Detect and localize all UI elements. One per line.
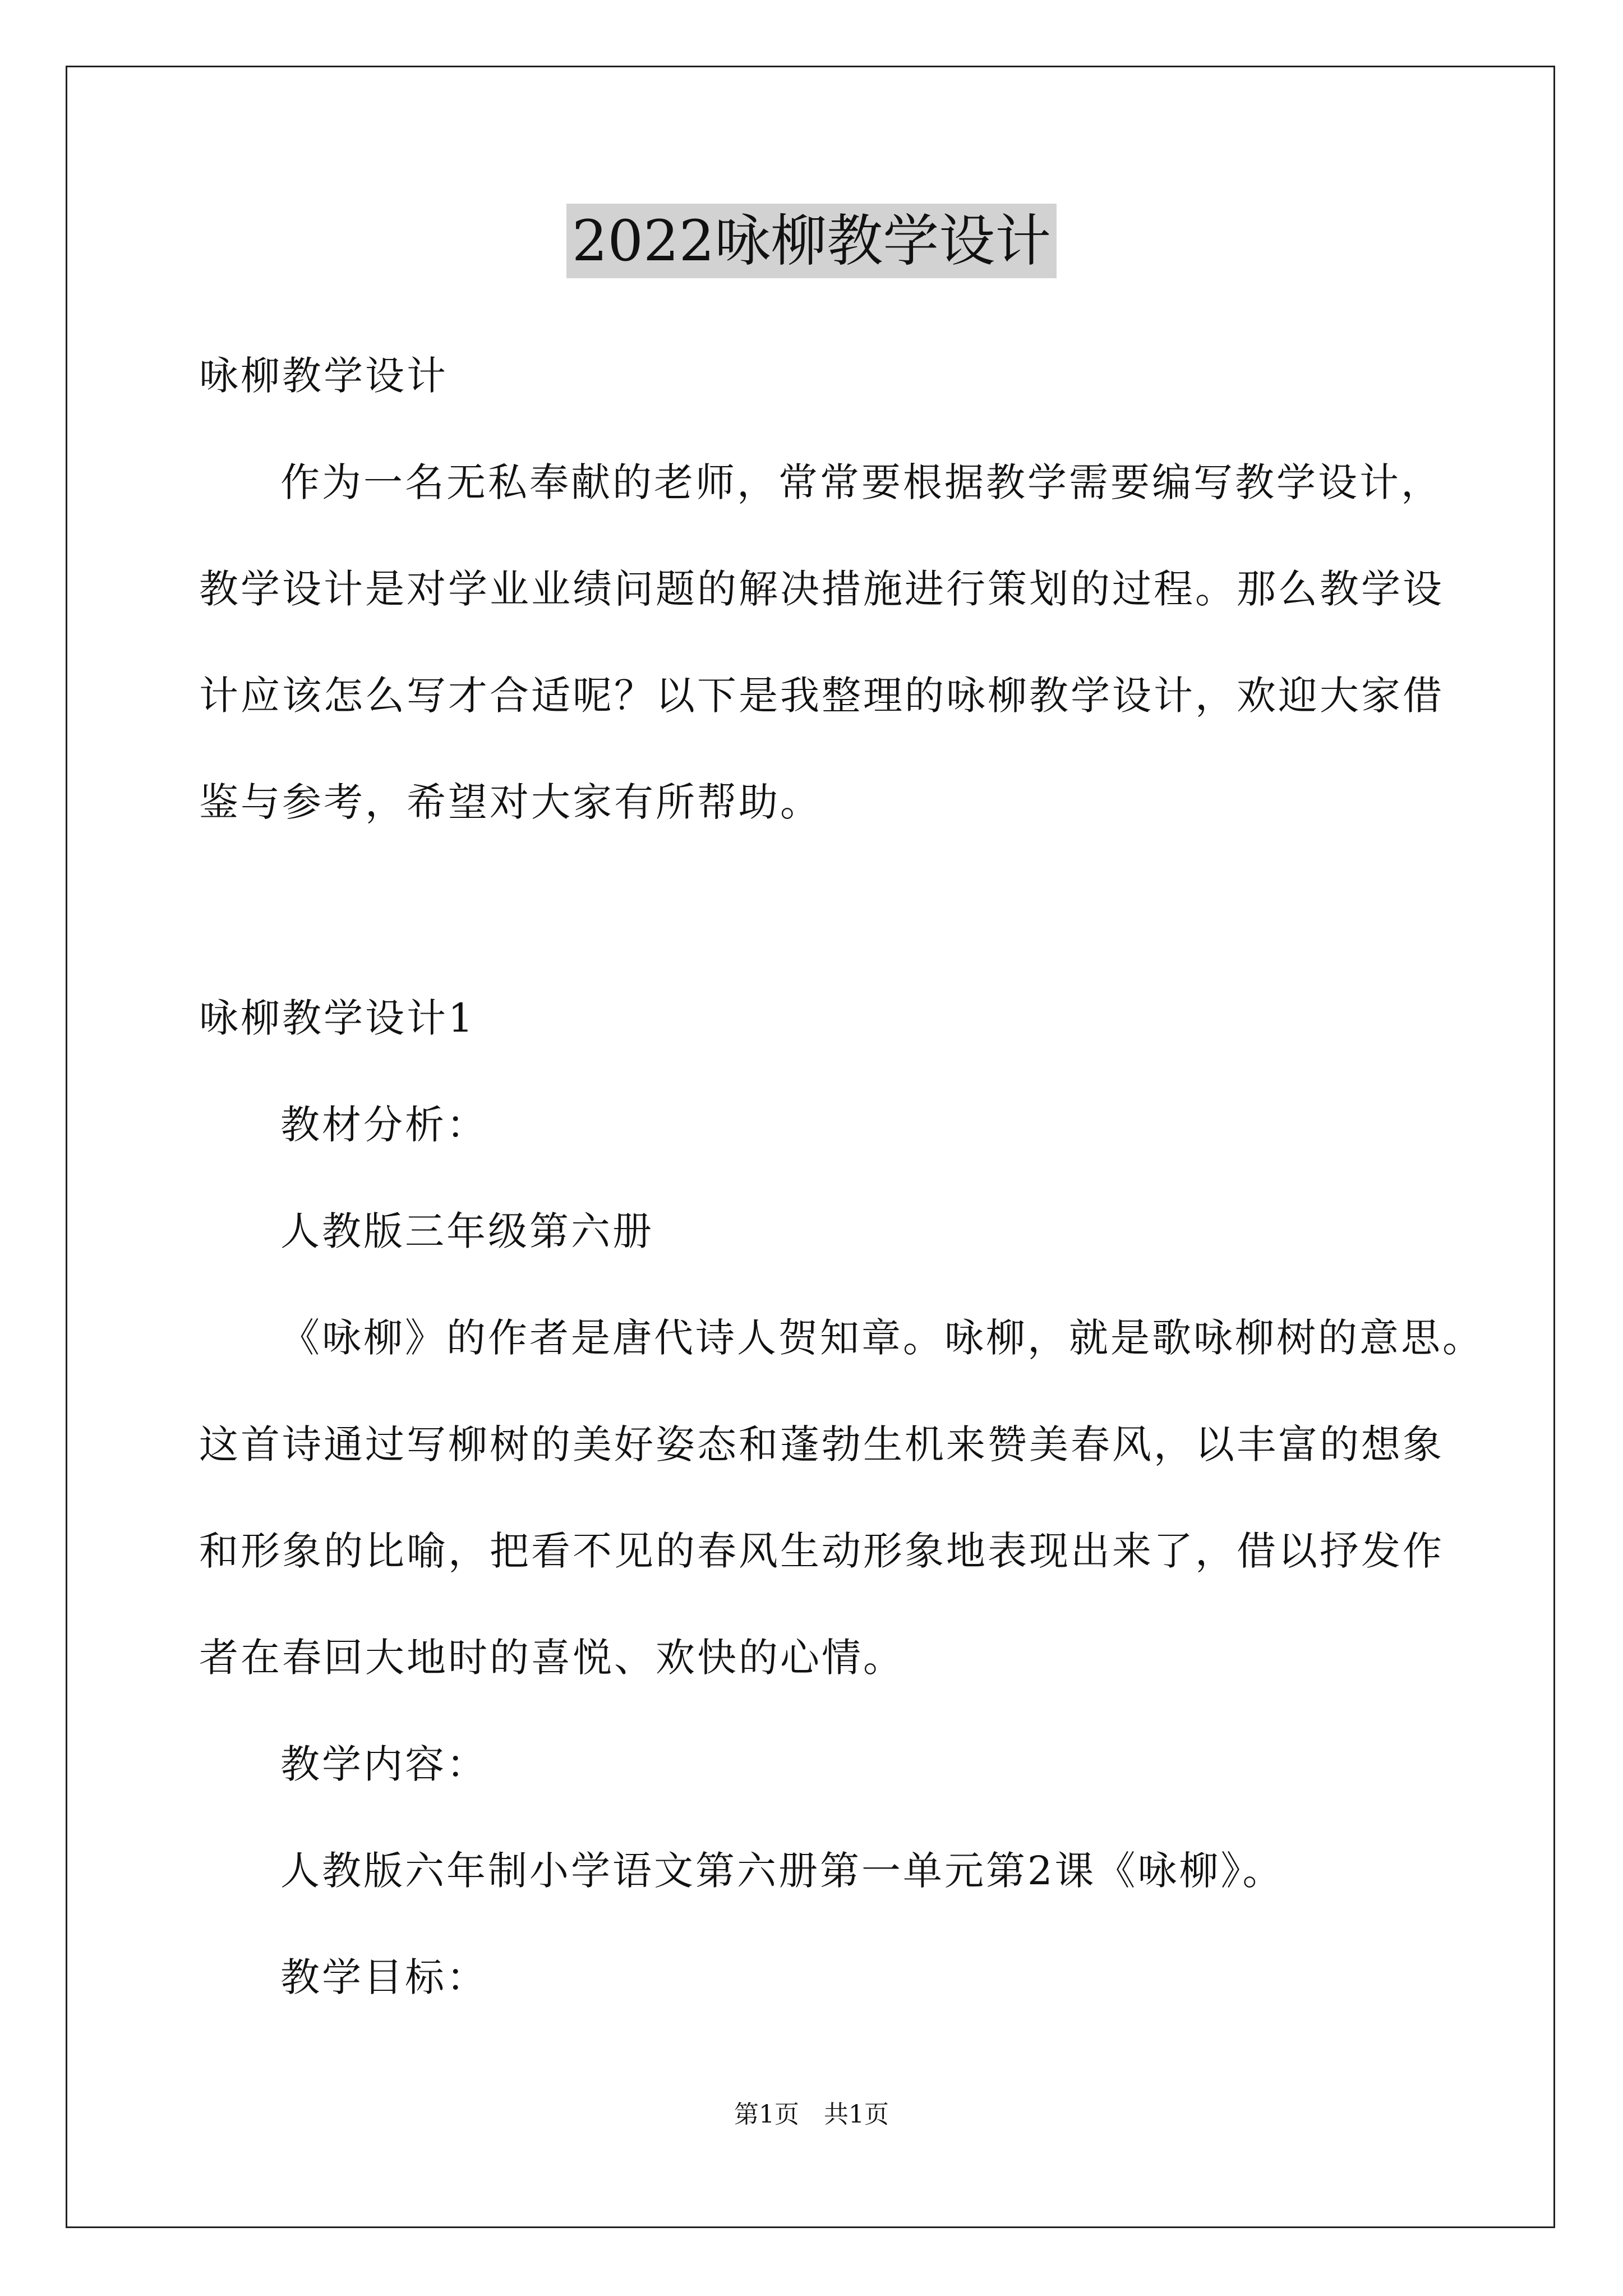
paragraph-line: 者在春回大地时的喜悦、欢快的心情。 — [199, 1635, 905, 1681]
subheading-teaching-goals: 教学目标： — [280, 1954, 488, 2000]
paragraph-line: 鉴与参考，希望对大家有所帮助。 — [199, 779, 822, 825]
paragraph-line: 人教版六年制小学语文第六册第一单元第2课《咏柳》。 — [280, 1848, 1284, 1894]
paragraph-line: 作为一名无私奉献的老师，常常要根据教学需要编写教学设计， — [280, 459, 1442, 505]
page-number-footer: 第1页 共1页 — [734, 2100, 889, 2129]
section-heading-intro: 咏柳教学设计 — [199, 353, 448, 399]
subheading-material-analysis: 教材分析： — [280, 1102, 488, 1148]
document-title-text: 2022咏柳教学设计 — [566, 204, 1057, 278]
paragraph-line: 教学设计是对学业业绩问题的解决措施进行策划的过程。那么教学设 — [199, 566, 1444, 612]
paragraph-line: 和形象的比喻，把看不见的春风生动形象地表现出来了，借以抒发作 — [199, 1528, 1444, 1574]
paragraph-line: 这首诗通过写柳树的美好姿态和蓬勃生机来赞美春风，以丰富的想象 — [199, 1421, 1444, 1467]
section-heading-1: 咏柳教学设计1 — [199, 995, 476, 1041]
subheading-teaching-content: 教学内容： — [280, 1741, 488, 1787]
paragraph-line: 《咏柳》的作者是唐代诗人贺知章。咏柳，就是歌咏柳树的意思。 — [280, 1315, 1484, 1361]
paragraph-line: 计应该怎么写才合适呢？以下是我整理的咏柳教学设计，欢迎大家借 — [199, 673, 1444, 719]
paragraph-line: 人教版三年级第六册 — [280, 1208, 654, 1254]
document-title — [0, 202, 1623, 280]
